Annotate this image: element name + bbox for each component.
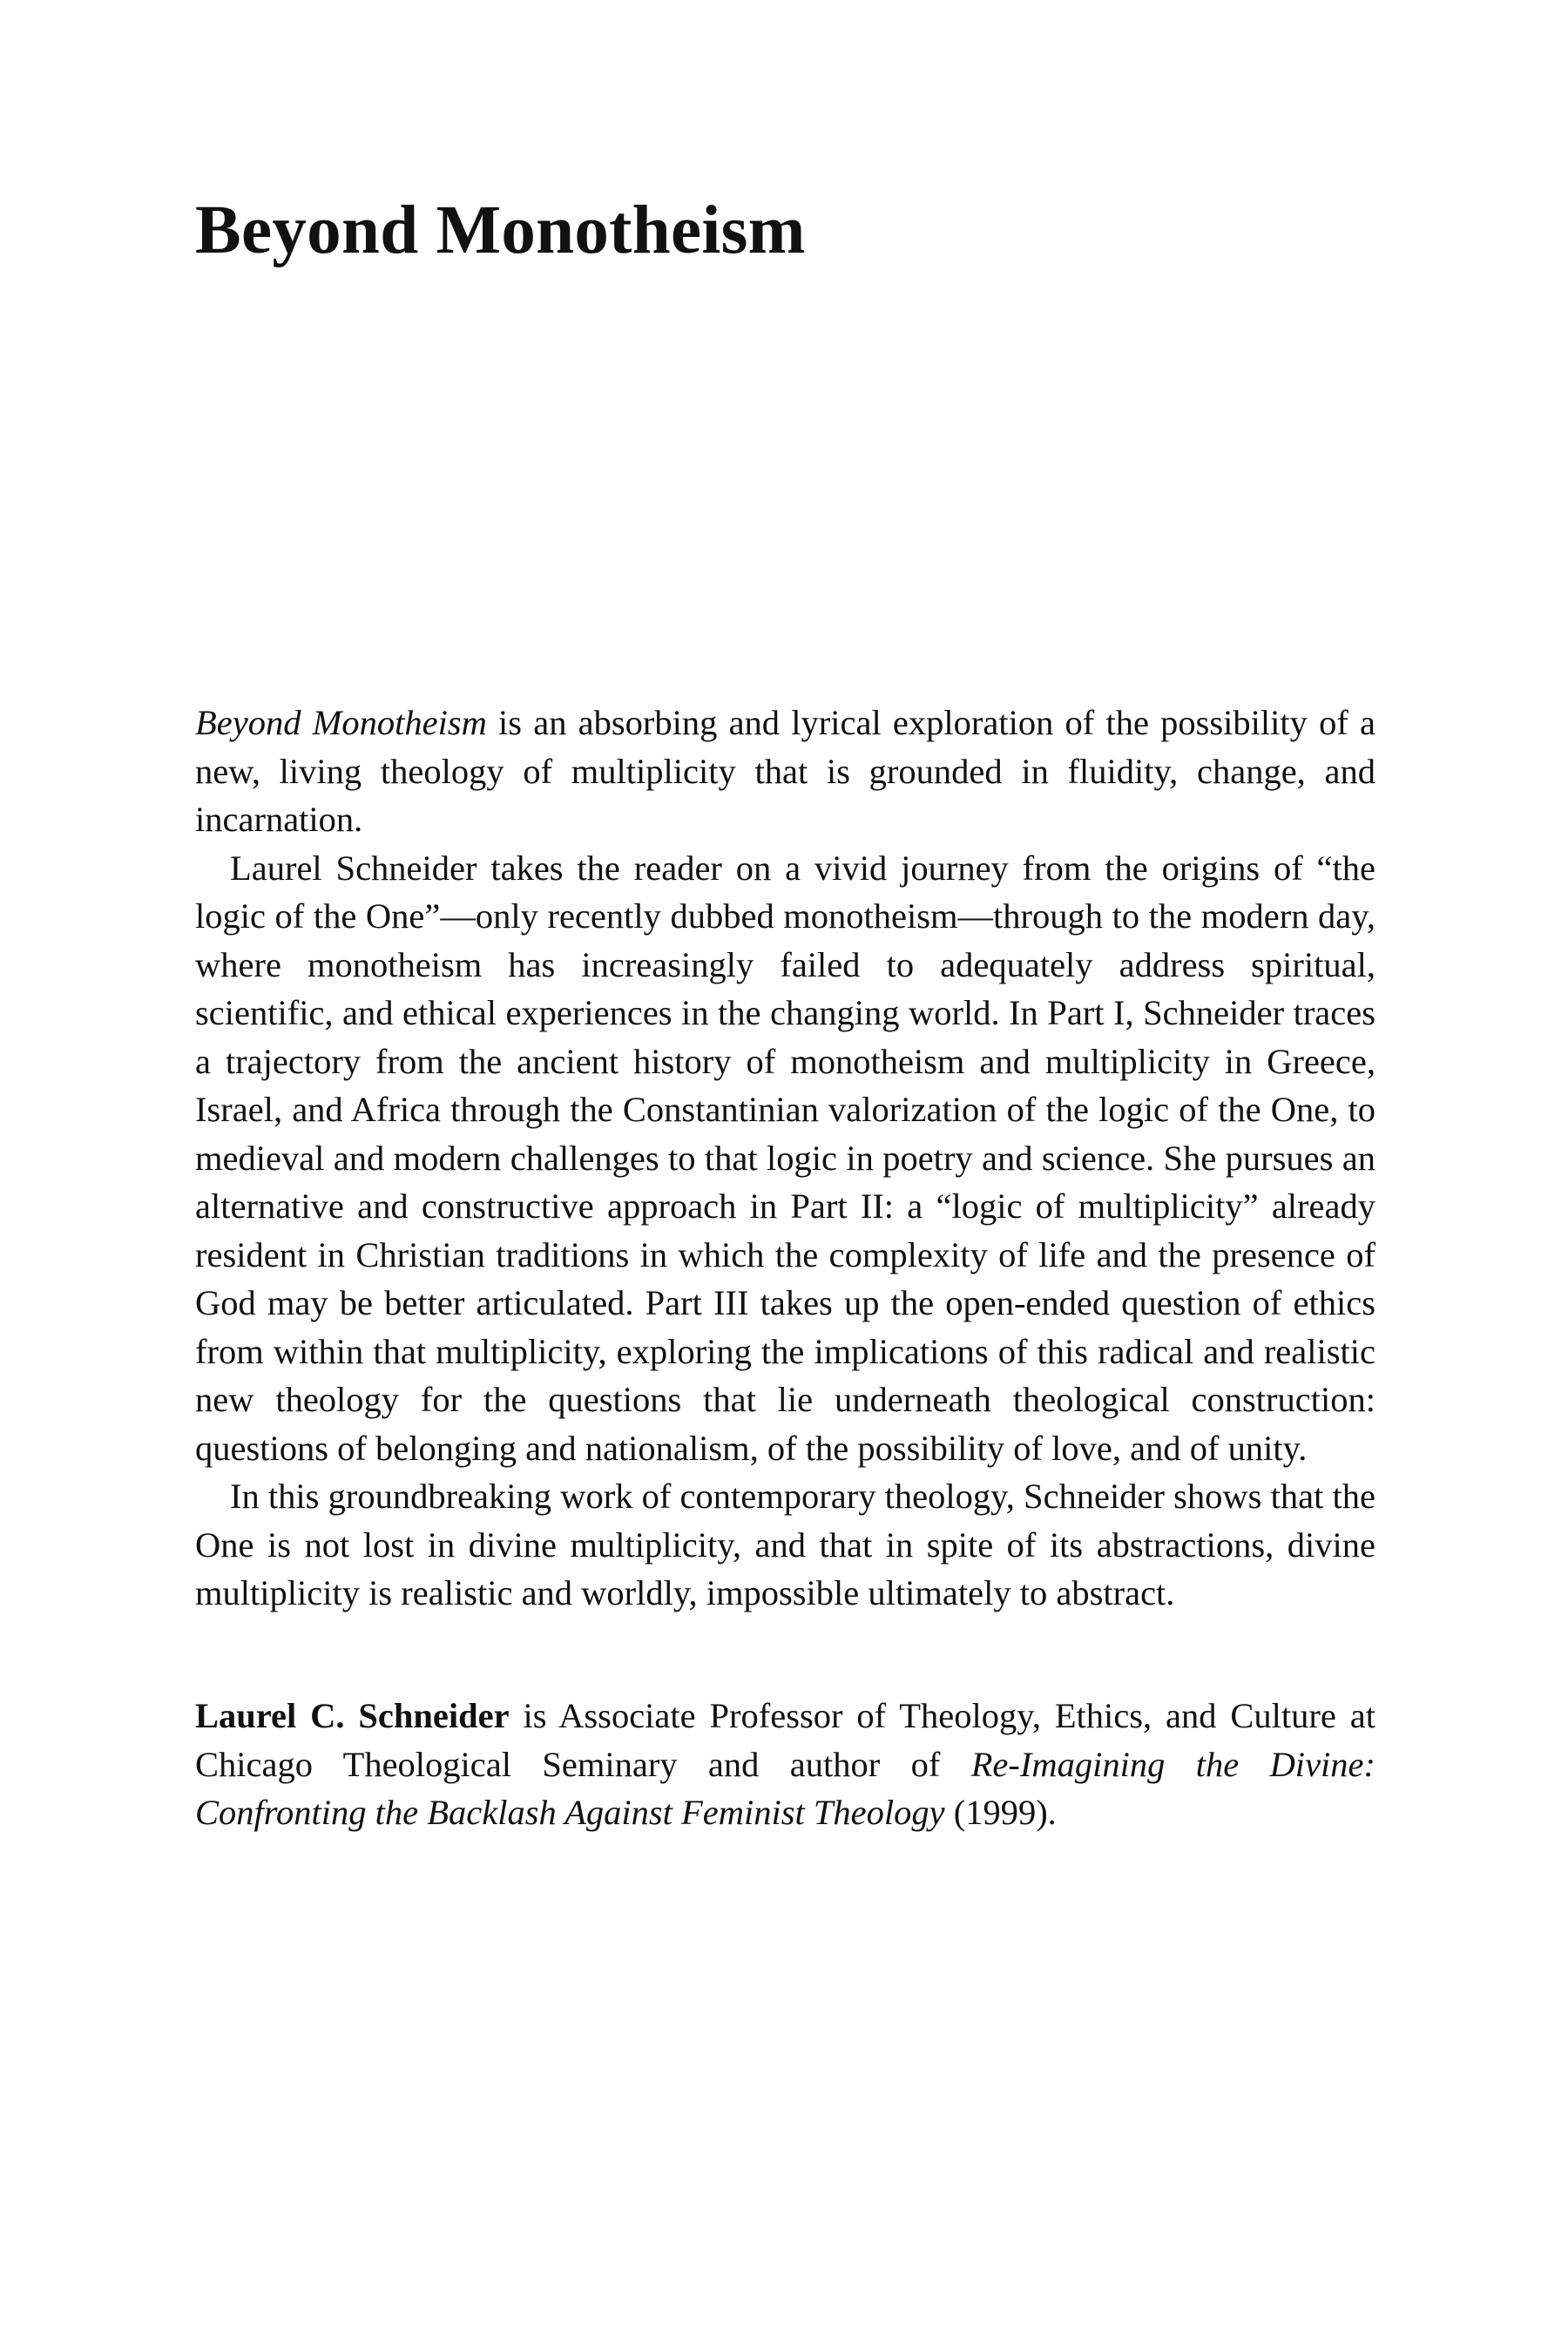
author-bio: [195, 1692, 1375, 1837]
description-paragraph-2: Laurel Schneider takes the reader on a vivid journey from the origins of “the logic of the One”—only recently dubbed monotheism—through to the modern day, where monotheism has increasingly failed to adequately address spiritual, scientific, and ethical experiences in the changing world. In Part I, Schneider traces a trajectory from the ancient history of monotheism and multiplicity in Greece, Israel, and Africa through the Constantinian valorization of the logic of the One, to medieval and modern challenges to that logic in poetry and science. She pursues an alternative and constructive approach in Part II: a “logic of multiplicity” already resident in Christian traditions in which the complexity of life and the presence of God may be better articulated. Part III takes up the open-ended question of ethics from within that multiplicity, exploring the implications of this radical and realistic new theology for the questions that lie underneath theological construction: questions of belonging and nationalism, of the possibility of love, and of unity.: [195, 848, 1375, 1468]
description-paragraph-1: [195, 699, 1375, 844]
description-paragraph-1-text: is an absorbing and lyrical exploration of the possibility of a new, living theology of multiplicity that is grounded in fluidity, change, and incarnation.: [195, 703, 1375, 839]
author-name: Laurel C. Schneider: [195, 1696, 510, 1735]
author-bio-text: is Associate Professor of Theology, Ethics, and Culture at Chicago Theological Seminary and author of: [195, 1696, 1375, 1784]
author-book-year: (1999).: [944, 1793, 1057, 1832]
description-paragraph-3: In this groundbreaking work of contemporary theology, Schneider shows that the One is not lost in divine multiplicity, and that in spite of its abstractions, divine multiplicity is realistic and worldly, impossible ultimately to abstract.: [195, 1477, 1375, 1612]
book-title-italic: Beyond Monotheism: [195, 703, 487, 742]
book-description: [195, 699, 1375, 1618]
author-book-title: Re-Imagining the Divine: Confronting the Backlash Against Feminist Theology: [195, 1744, 1376, 1832]
page-title: Beyond Monotheism: [195, 193, 806, 268]
